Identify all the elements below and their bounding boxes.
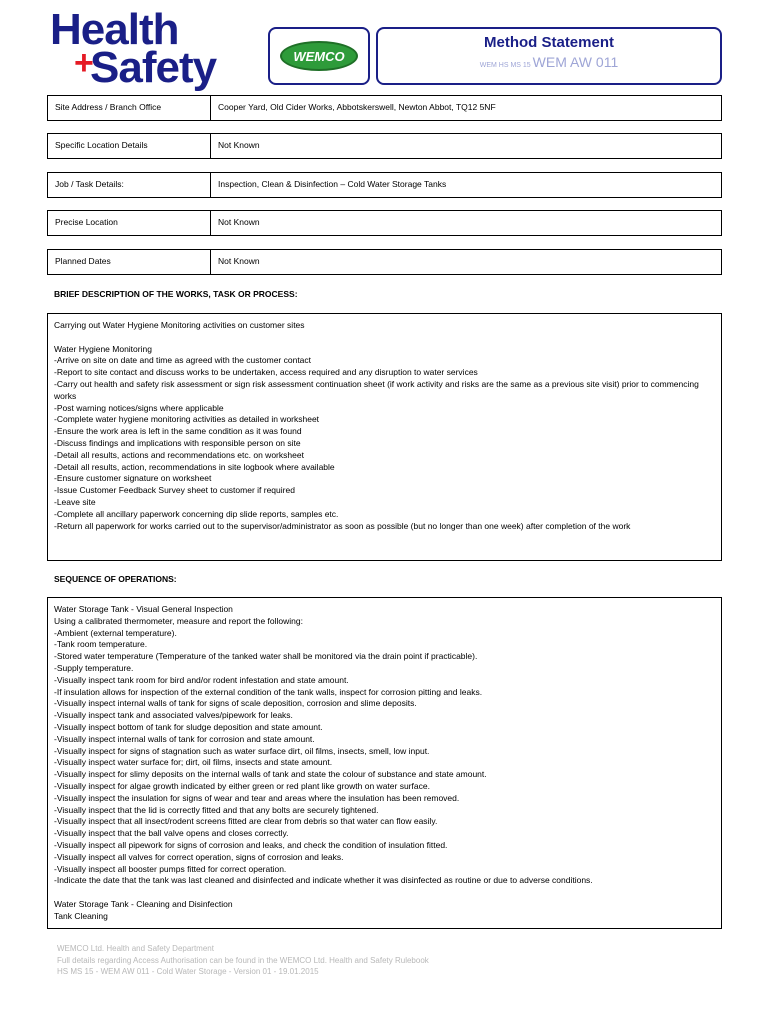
sequence-item: -Visually inspect internal walls of tank for corrosion and state amount. bbox=[54, 733, 315, 744]
field-value: Not Known bbox=[218, 256, 260, 266]
field-value: Not Known bbox=[218, 217, 260, 227]
logo-health-text: Health bbox=[50, 5, 179, 54]
document-reference bbox=[378, 54, 720, 72]
field-row-planned-dates bbox=[47, 249, 722, 275]
brief-item: -Return all paperwork for works carried out to the supervisor/administrator as soon as possible (but no longer than one week) after completion of the work bbox=[54, 520, 631, 531]
brief-item: -Ensure the work area is left in the same condition as it was found bbox=[54, 426, 302, 437]
brief-item: -Complete water hygiene monitoring activities as detailed in worksheet bbox=[54, 414, 320, 425]
sequence-item: -Visually inspect all valves for correct operation, signs of corrosion and leaks. bbox=[54, 851, 344, 862]
brief-intro: Carrying out Water Hygiene Monitoring activities on customer sites bbox=[54, 320, 305, 330]
brief-item: -Carry out health and safety risk assessment or sign risk assessment continuation sheet (if work activity and risks are the same as a previous site visit) prior to commencing works bbox=[54, 378, 699, 401]
sequence-item: -Indicate the date that the tank was last cleaned and disinfected and indicate whether it was disinfected as routine or due to adverse conditions. bbox=[54, 875, 593, 886]
sequence-item: -Visually inspect for algae growth indicated by either green or red plant like growth on water surface. bbox=[54, 780, 430, 791]
brief-subheading: Water Hygiene Monitoring bbox=[54, 343, 152, 354]
brief-item: -Complete all ancillary paperwork concerning dip slide reports, samples etc. bbox=[54, 508, 339, 519]
brief-item: -Report to site contact and discuss works to be undertaken, access required and any disruption to water services bbox=[54, 367, 478, 378]
field-row-job-task bbox=[47, 172, 722, 198]
footer-department: WEMCO Ltd. Health and Safety Department bbox=[57, 944, 214, 953]
field-label: Planned Dates bbox=[48, 250, 211, 274]
page-footer bbox=[57, 943, 429, 978]
sequence-item: -Visually inspect water surface for; dirt, oil films, insects and state amount. bbox=[54, 757, 333, 768]
sequence-heading: SEQUENCE OF OPERATIONS: bbox=[54, 574, 177, 584]
wemco-logo bbox=[280, 41, 358, 71]
field-row-specific-location bbox=[47, 133, 722, 159]
field-value: Cooper Yard, Old Cider Works, Abbotskerswell, Newton Abbot, TQ12 5NF bbox=[218, 102, 496, 112]
field-label: Site Address / Branch Office bbox=[48, 96, 211, 120]
brief-item: -Discuss findings and implications with responsible person on site bbox=[54, 437, 301, 448]
sequence-subheading-cleaning: Water Storage Tank - Cleaning and Disinfection bbox=[54, 898, 233, 909]
sequence-item: -Visually inspect all booster pumps fitted for correct operation. bbox=[54, 863, 287, 874]
document-title: Method Statement bbox=[483, 34, 614, 51]
sequence-item: -Visually inspect bottom of tank for sludge deposition and state amount. bbox=[54, 721, 323, 732]
sequence-intro: Using a calibrated thermometer, measure and report the following: bbox=[54, 615, 303, 626]
logo-safety-text: Safety bbox=[90, 43, 217, 92]
field-value: Inspection, Clean & Disinfection – Cold Water Storage Tanks bbox=[218, 179, 447, 189]
field-row-precise-location bbox=[47, 210, 722, 236]
brief-item: -Arrive on site on date and time as agreed with the customer contact bbox=[54, 355, 312, 366]
sequence-item: -Visually inspect for signs of stagnation such as water surface dirt, oil films, insects, smell, low input. bbox=[54, 745, 430, 756]
brief-item: -Detail all results, action, recommendations in site logbook where available bbox=[54, 461, 335, 472]
sequence-item: -Visually inspect that the lid is correctly fitted and that any bolts are securely tightened. bbox=[54, 804, 379, 815]
document-reference-small: WEM HS MS 15 bbox=[479, 62, 533, 69]
sequence-item: -Visually inspect internal walls of tank for signs of scale deposition, corrosion and slime deposits. bbox=[54, 698, 417, 709]
field-label: Specific Location Details bbox=[48, 134, 211, 158]
brief-description-box bbox=[47, 313, 722, 561]
wemco-logo-box bbox=[268, 27, 370, 85]
brief-item: -Post warning notices/signs where applicable bbox=[54, 402, 224, 413]
sequence-subheading: Water Storage Tank - Visual General Inspection bbox=[54, 604, 233, 614]
sequence-item: -Ambient (external temperature). bbox=[54, 627, 177, 638]
wemco-logo-text: WEMCO bbox=[293, 49, 345, 64]
brief-item: -Ensure customer signature on worksheet bbox=[54, 473, 212, 484]
sequence-item: -Visually inspect the insulation for signs of wear and tear and areas where the insulation has been removed. bbox=[54, 792, 460, 803]
brief-item: -Detail all results, actions and recommendations etc. on worksheet bbox=[54, 449, 304, 460]
brief-item: -Leave site bbox=[54, 496, 96, 507]
sequence-item: -Tank room temperature. bbox=[54, 639, 148, 650]
sequence-item: -Visually inspect all pipework for signs of corrosion and leaks, and check the condition of insulation fitted. bbox=[54, 839, 448, 850]
sequence-item: -If insulation allows for inspection of the external condition of the tank walls, inspect for corrosion pitting and leaks. bbox=[54, 686, 483, 697]
logo-plus-icon: + bbox=[74, 44, 94, 82]
sequence-item: -Visually inspect that the ball valve opens and closes correctly. bbox=[54, 828, 289, 839]
sequence-item: -Supply temperature. bbox=[54, 662, 134, 673]
health-safety-logo bbox=[50, 5, 250, 92]
brief-description-heading: BRIEF DESCRIPTION OF THE WORKS, TASK OR PROCESS: bbox=[54, 289, 298, 299]
field-row-site-address bbox=[47, 95, 722, 121]
field-value: Not Known bbox=[218, 140, 260, 150]
footer-document-version: HS MS 15 - WEM AW 011 - Cold Water Storage - Version 01 - 19.01.2015 bbox=[57, 967, 319, 976]
sequence-item: -Visually inspect tank and associated valves/pipework for leaks. bbox=[54, 710, 293, 721]
document-title-box bbox=[376, 27, 722, 85]
document-reference-code: WEM AW 011 bbox=[532, 54, 619, 70]
sequence-item: -Visually inspect for slimy deposits on the internal walls of tank and state the colour of substance and state amount. bbox=[54, 769, 487, 780]
footer-rulebook-note: Full details regarding Access Authorisation can be found in the WEMCO Ltd. Health and Safety Rulebook bbox=[57, 955, 429, 965]
sequence-item: -Stored water temperature (Temperature of the tanked water shall be monitored via the drain point if practicable). bbox=[54, 651, 478, 662]
brief-item: -Issue Customer Feedback Survey sheet to customer if required bbox=[54, 485, 295, 496]
field-label: Job / Task Details: bbox=[48, 173, 211, 197]
sequence-item: -Visually inspect tank room for bird and/or rodent infestation and state amount. bbox=[54, 674, 349, 685]
sequence-item: -Visually inspect that all insect/rodent screens fitted are clear from debris so that water can flow easily. bbox=[54, 816, 438, 827]
sequence-box bbox=[47, 597, 722, 929]
field-label: Precise Location bbox=[48, 211, 211, 235]
sequence-subheading-tank-cleaning: Tank Cleaning bbox=[54, 910, 108, 921]
